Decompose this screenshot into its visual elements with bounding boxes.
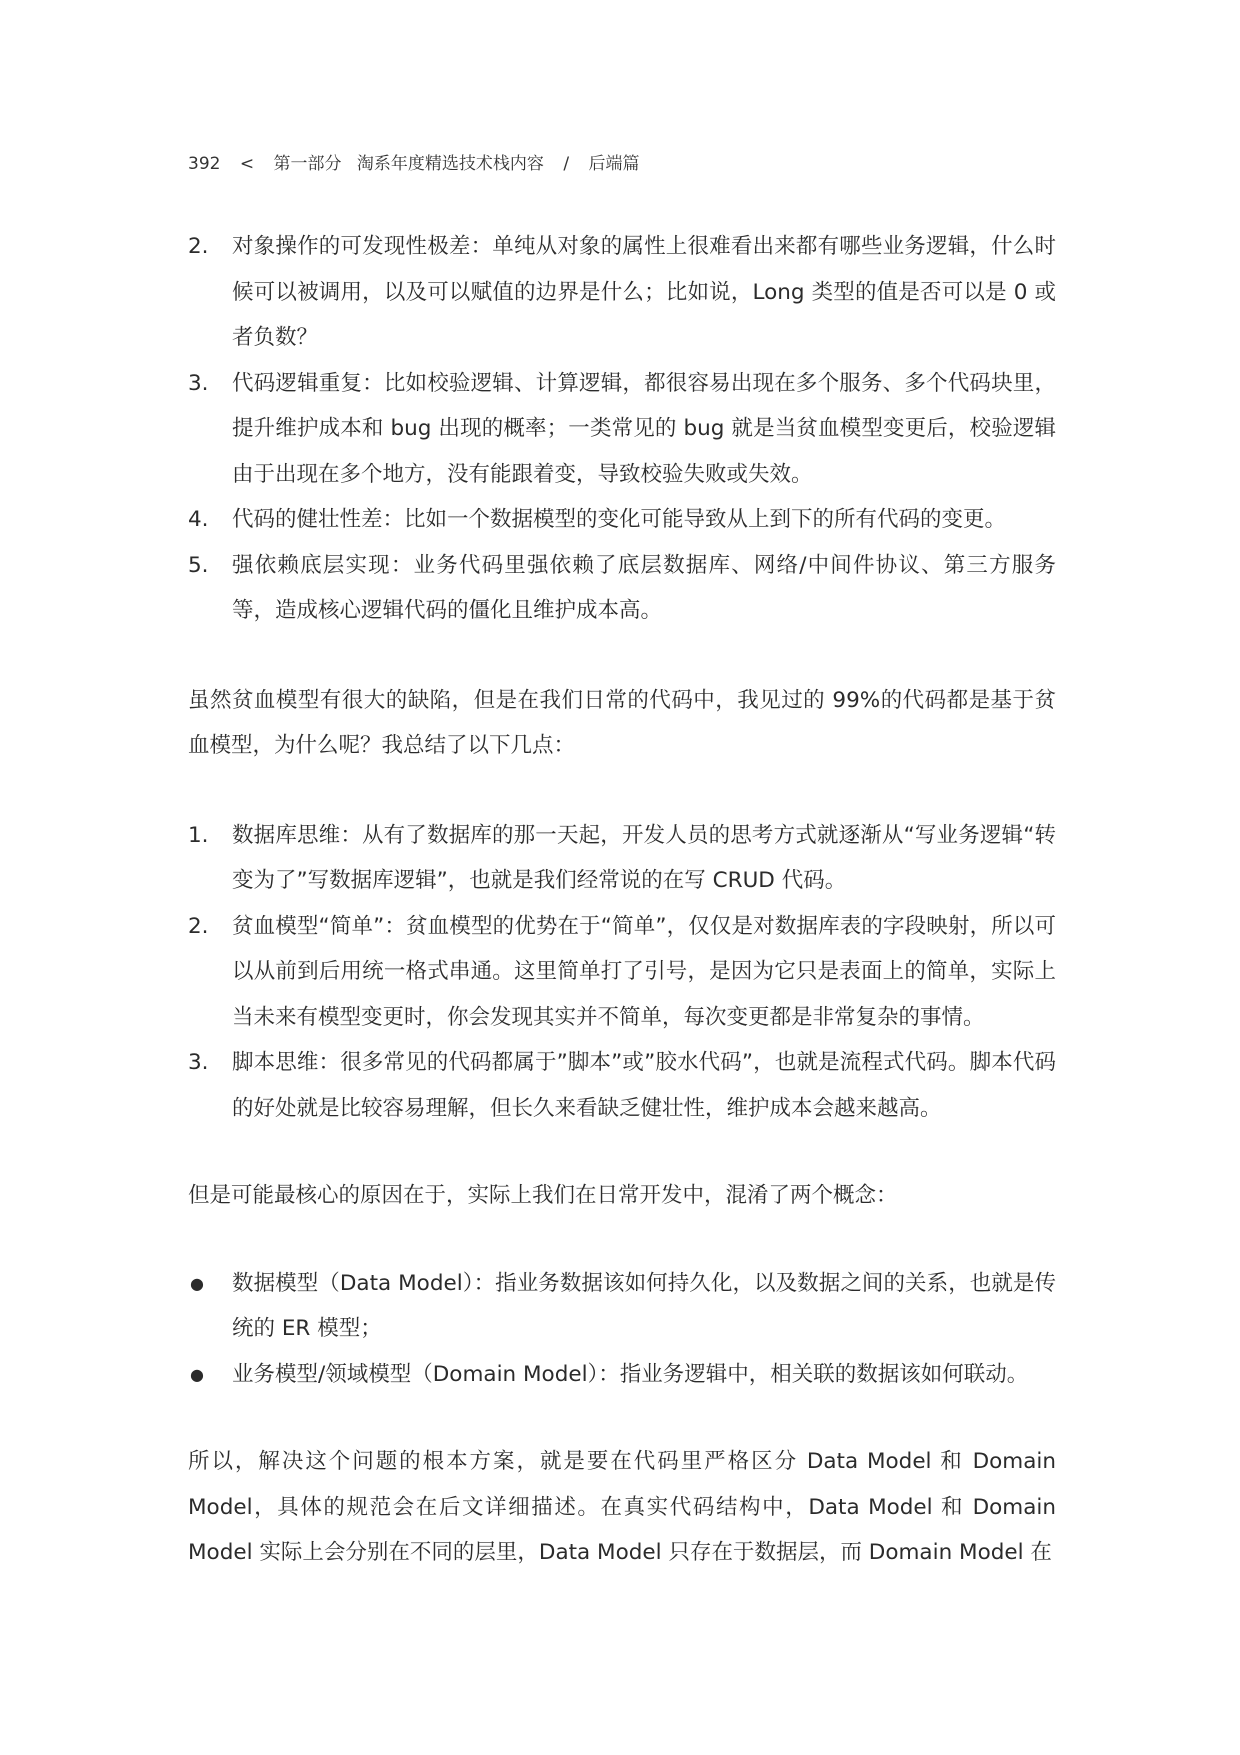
list-text: 代码逻辑重复：比如校验逻辑、计算逻辑，都很容易出现在多个服务、多个代码块里，提升维护成本和 bug 出现的概率；一类常见的 bug 就是当贫血模型变更后，校验逻辑由于出现在多个地方，没有能跟着变，导致校验失败或失效。	[232, 370, 1056, 487]
list-number: 4.	[188, 507, 209, 532]
reasons-list	[188, 813, 1056, 1132]
paragraph-anemic-model: 虽然贫血模型有很大的缺陷，但是在我们日常的代码中，我见过的 99%的代码都是基于贫血模型，为什么呢？我总结了以下几点：	[188, 687, 1056, 758]
list-item	[188, 543, 1056, 634]
list-number: 3.	[188, 370, 209, 396]
list-text: 数据模型（Data Model）：指业务数据该如何持久化，以及数据之间的关系，也就是传统的 ER 模型；	[232, 1270, 1056, 1341]
list-text: 强依赖底层实现：业务代码里强依赖了底层数据库、网络/中间件协议、第三方服务等，造成核心逻辑代码的僵化且维护成本高。	[232, 552, 1056, 623]
list-item	[188, 813, 1056, 904]
body-content	[188, 224, 1056, 1576]
list-text: 脚本思维：很多常见的代码都属于”脚本”或”胶水代码”，也就是流程式代码。脚本代码的好处就是比较容易理解，但长久来看缺乏健壮性，维护成本会越来越高。	[232, 1050, 1056, 1121]
list-item	[188, 1040, 1056, 1131]
list-number: 1.	[188, 822, 209, 848]
list-item	[188, 224, 1056, 361]
running-header	[188, 152, 653, 176]
list-item	[188, 1261, 1056, 1352]
bullet-icon: ●	[190, 1273, 204, 1293]
paragraph-solution: 所以，解决这个问题的根本方案，就是要在代码里严格区分 Data Model 和 Domain Model，具体的规范会在后文详细描述。在真实代码结构中，Data Model 和 Domain Model 实际上会分别在不同的层里，Data Model 只存在于数据层，而 Domain Model 在	[188, 1449, 1056, 1565]
list-item	[188, 1352, 1056, 1398]
list-text: 贫血模型“简单”：贫血模型的优势在于“简单”，仅仅是对数据库表的字段映射，所以可以从前到后用统一格式串通。这里简单打了引号，是因为它只是表面上的简单，实际上当未来有模型变更时，你会发现其实并不简单，每次变更都是非常复杂的事情。	[232, 913, 1056, 1030]
header-chapter: 淘系年度精选技术栈内容	[356, 154, 544, 174]
list-item	[188, 904, 1056, 1041]
list-item	[188, 497, 1056, 543]
bullet-icon: ●	[190, 1364, 204, 1384]
problems-list	[188, 224, 1056, 634]
list-text: 业务模型/领域模型（Domain Model）：指业务逻辑中，相关联的数据该如何联动。	[232, 1361, 1029, 1387]
list-number: 2.	[188, 234, 209, 259]
page-number: 392	[188, 154, 221, 174]
header-section: 后端篇	[588, 154, 640, 174]
header-part: 第一部分	[273, 154, 342, 174]
concepts-list	[188, 1261, 1056, 1398]
list-number: 5.	[188, 552, 209, 578]
list-text: 代码的健壮性差：比如一个数据模型的变化可能导致从上到下的所有代码的变更。	[232, 507, 1007, 532]
list-number: 2.	[188, 913, 209, 939]
list-text: 对象操作的可发现性极差：单纯从对象的属性上很难看出来都有哪些业务逻辑，什么时候可以被调用，以及可以赋值的边界是什么；比如说，Long 类型的值是否可以是 0 或者负数？	[232, 234, 1056, 350]
paragraph-core-reason: 但是可能最核心的原因在于，实际上我们在日常开发中，混淆了两个概念：	[188, 1183, 898, 1208]
header-separator: <	[239, 154, 255, 174]
list-item	[188, 361, 1056, 498]
list-number: 3.	[188, 1050, 209, 1075]
list-text: 数据库思维：从有了数据库的那一天起，开发人员的思考方式就逐渐从“写业务逻辑“转变为了”写数据库逻辑”，也就是我们经常说的在写 CRUD 代码。	[232, 822, 1056, 893]
header-slash: /	[563, 154, 570, 174]
